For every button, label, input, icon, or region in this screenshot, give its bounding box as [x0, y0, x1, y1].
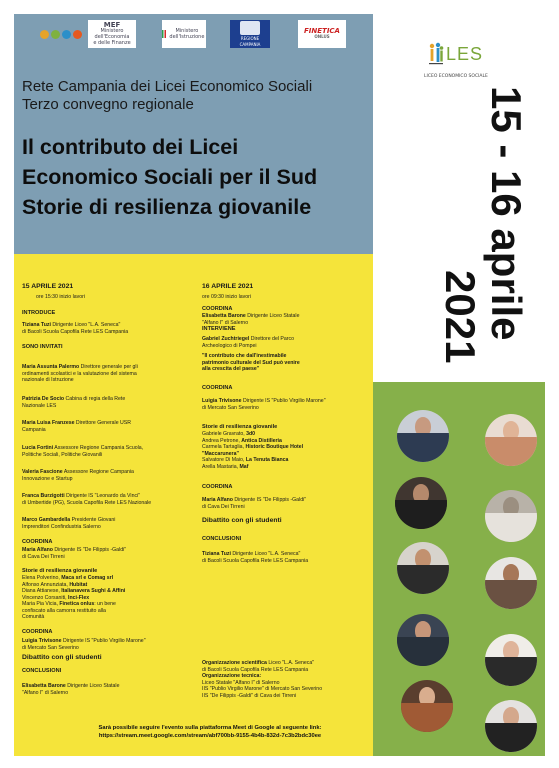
italian-flag-icon [162, 30, 166, 38]
speaker-photo [485, 634, 537, 686]
event-title: Il contributo dei Licei Economico Sociali per il Sud Storie di resilienza giovanile [22, 135, 318, 219]
speaker-photo [397, 410, 449, 462]
dibattito-day2: Dibattito con gli studenti [202, 517, 282, 524]
partner-logos [26, 20, 361, 50]
day2-time: ore 09:30 inizio lavori [202, 294, 252, 300]
speaker-photo [397, 614, 449, 666]
event-dates [422, 84, 532, 384]
convegno-subtitle: Terzo convegno regionale [22, 96, 194, 113]
speaker-photo [485, 490, 537, 542]
ministero-istruzione-logo: Ministero dell'Istruzione [162, 20, 206, 48]
date-range: 15 - 16 aprile [483, 86, 530, 341]
poster-header [14, 14, 373, 254]
finetica-logo: FINETICA ONLUS [298, 20, 346, 48]
organizzazione-scientifica: Organizzazione scientifica Liceo "L.A. Seneca" [202, 660, 315, 666]
program-section: 15 APRILE 2021 ore 15:30 inizio lavori INTRODUCE Tiziana Tuzi Dirigente Liceo "L.A. Seneca" di Bacoli Scuola Capofila Rete LES Campania SONO INVITATI Maria Assunta Palermo Direttore generale per gli ordinamenti scolastici e la valutazione del sistema nazionale di Istruzione Patrizia De Socio Cabina di regia della Rete Nazionale LES Maria Luisa Franzese Direttore Generale USR Campania Lucia Fortini Assessore Regione Campania Scuola, Politiche Sociali, Politiche Giovanili Valeria Fascione Assessore Regione Campania Innovazione e Startup Franca Burzigotti Dirigente IS "Leonardo da Vinci" di Umbertide (PG), Scuola Capofila Rete LES Nazionale Marco Gambardella Presidente Giovani Imprenditori Confindustria Salerno COORDINA Maria Alfano Dirigente IS "De Filippis -Galdi" di Cava Dei Tirreni Storie di resilienza giovanile Elena Polverino, Maca srl e Comag srl Alfonso Annunziata, Hubitat Diana Attianese, Italianavera Sughi & Affini Vincenzo Corsaniti, Inci-Flex Maria Pia Vicia, Finetica onlus: un bene confiscato alla camorra restituito alla Comunità COORDINA Luigia Trivisone Dirigente IS "Publio Virgilio Marone" di Mercato San Severino Dibattito con gli studenti CONCLUSIONI Elisabetta Barone Dirigente Liceo Statale "Alfano I" di Salerno 16 APRILE 2021 ore 09:30 inizio lavori COORDINA Elisabetta Barone Dirigente Liceo Statale "Alfano I" di Salerno INTERVIENE Gabriel Zuchtriegel Direttore del Parco Archeologico di Pompei "Il contributo che dall'inestimabile patrimonio culturale del Sud può venire alla crescita del paese" COORDINA Luigia Trivisone Dirigente IS "Publio Virgilio Marone" di Mercato San Severino Storie di resilienza giovanile Gabriele Gravrato, 3d0 Andrea Petrone, Antica Distilleria Carmela Tartaglia, Historic Boutique Hotel "Maccarunera" Salvatore Di Maio, La Tenuta Bianca Arella Mastaria, Maf COORDINA Maria Alfano Dirigente IS "De Filippis -Galdi" di Cava Dei Tirreni Dibattito con gli studenti CONCLUSIONI Tiziana Tuzi Dirigente Liceo "L.A. Seneca" di Bacoli Scuola Capofila Rete LES Campania Organizzazione scientifica Liceo "L.A. Seneca" di Bacoli Scuola Capofila Rete LES Campania Organizzazione tecnica: Liceo Statale "Alfano I" di Salerno IIS "Publio Virgilio Marone" di Mercato San Severino IIS "De Filippis -Galdi" di Cava dei Tirreni Sarà possibile seguire l'evento sulla piattaforma Meet di Google al seguente link: https://stream.meet.google.com/stream/abf700bb-9155-4b4b-832d-7c3b2bdc30ee [14, 254, 373, 756]
les-logo: LES LICEO ECONOMICO SOCIALE [424, 44, 488, 79]
date-year: 2021 [437, 270, 484, 364]
speaker-photo [485, 414, 537, 466]
invitato: Franca Burzigotti Dirigente IS "Leonardo da Vinci" [22, 493, 141, 499]
crest-icon [240, 21, 260, 35]
streaming-link[interactable]: https://stream.meet.google.com/stream/abf700bb-9155-4b4b-832d-7c3b2bdc30ee [98, 733, 322, 739]
day2-date: 16 APRILE 2021 [202, 283, 254, 290]
speaker-photo [485, 700, 537, 752]
mlal-logo [40, 30, 82, 39]
regione-campania-logo: REGIONE CAMPANIA [230, 20, 270, 48]
speaker-photo [401, 680, 453, 732]
invitato: Lucia Fortini Assessore Regione Campania Scuola, [22, 445, 144, 451]
invitato: Maria Luisa Franzese Direttore Generale USR [22, 420, 131, 426]
speaker-photo [395, 477, 447, 529]
invitato: Patrizia De Socio Cabina di regia della Rete [22, 396, 126, 402]
network-name: Rete Campania dei Licei Economico Sociali [22, 78, 313, 95]
speaker-photos [373, 382, 545, 756]
dibattito-day1: Dibattito con gli studenti [22, 654, 102, 661]
speaker-photo [485, 557, 537, 609]
speaker-photo [397, 542, 449, 594]
people-icon [428, 42, 444, 70]
day1-time: ore 15:30 inizio lavori [36, 294, 86, 300]
organizzazione-tecnica: Organizzazione tecnica: [202, 673, 262, 679]
event-poster [14, 14, 545, 756]
day1-date: 15 APRILE 2021 [22, 283, 74, 290]
invitato: Maria Assunta Palermo Direttore generale per gli [22, 364, 138, 370]
mef-logo: MEF Ministero dell'Economia e delle Finanze [88, 20, 136, 48]
streaming-info: Sarà possibile seguire l'evento sulla piattaforma Meet di Google al seguente link: https://stream.meet.google.com/stream/abf700bb-9155-4b4b-832d-7c3b2bdc30ee [60, 724, 360, 740]
invitato: Valeria Fascione Assessore Regione Campania [22, 469, 134, 475]
invitato: Marco Gambardella Presidente Giovani [22, 517, 116, 523]
